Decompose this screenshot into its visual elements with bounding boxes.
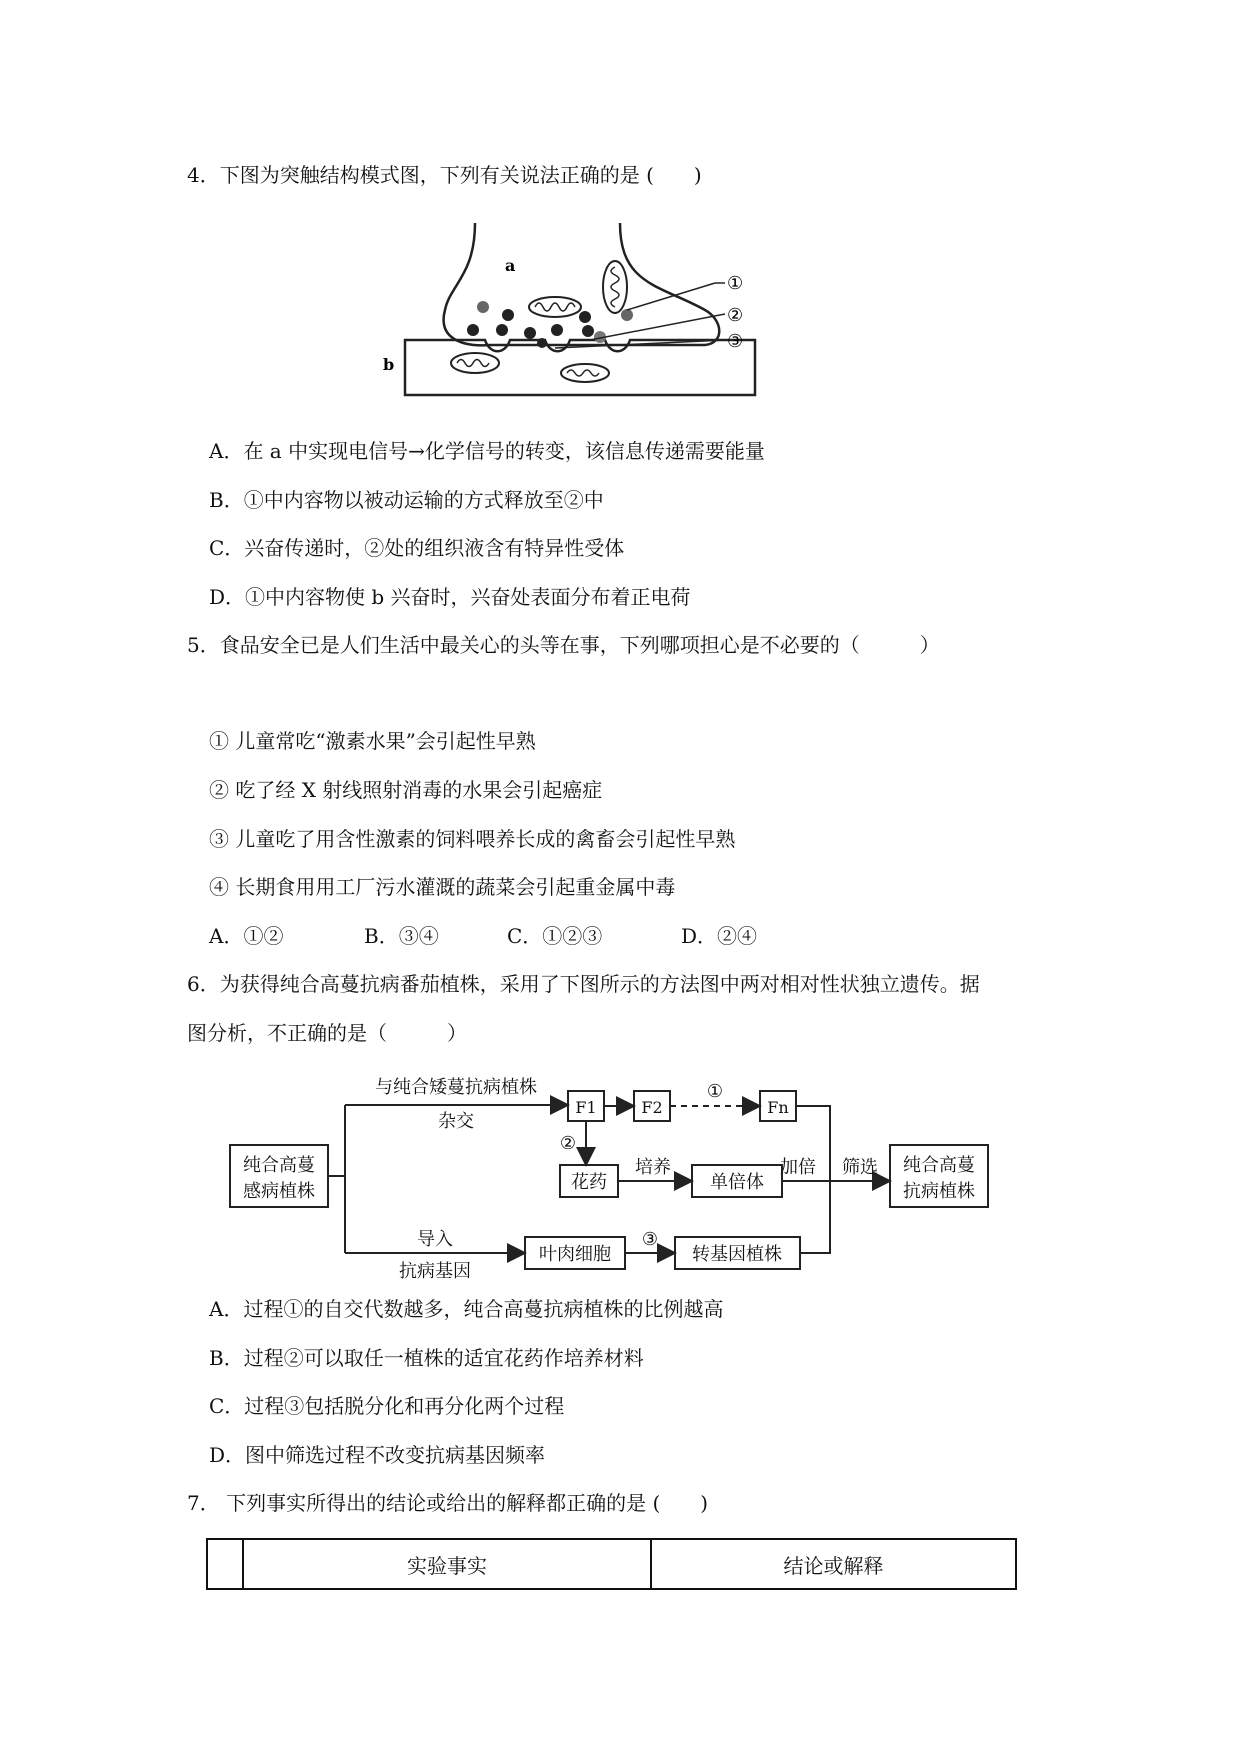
end-box-line2: 抗病植株 (903, 1181, 975, 1202)
label-b: b (383, 355, 395, 374)
synapse-diagram (383, 215, 885, 410)
q5-item-2: ② 吃了经 X 射线照射消毒的水果会引起癌症 (209, 778, 603, 802)
q5-choice-b: B．③④ (364, 924, 439, 948)
q5-stem: 5．食品安全已是人们生活中最关心的头等在事，下列哪项担心是不必要的（ ） (187, 633, 940, 657)
q5-choice-c: C．①②③ (507, 924, 603, 948)
q7-stem: 7． 下列事实所得出的结论或给出的解释都正确的是 ( ) (187, 1491, 709, 1515)
q4-option-b: B．①中内容物以被动运输的方式释放至②中 (209, 488, 604, 512)
axon-terminal-outline (444, 223, 720, 345)
anther-label: 花药 (571, 1172, 607, 1193)
bottom-branch-label-2: 抗病基因 (399, 1261, 471, 1282)
step-1-mark: ① (706, 1081, 724, 1102)
q4-option-c: C．兴奋传递时，②处的组织液含有特异性受体 (209, 536, 625, 560)
mark-1: ① (727, 273, 744, 294)
doubling-label: 加倍 (780, 1157, 816, 1178)
mark-3: ③ (727, 331, 744, 352)
q5-item-1: ① 儿童常吃“激素水果”会引起性早熟 (209, 729, 536, 753)
postsynaptic-membrane (405, 340, 755, 395)
q5-item-4: ④ 长期食用用工厂污水灌溉的蔬菜会引起重金属中毒 (209, 875, 676, 899)
fn-label: Fn (767, 1098, 789, 1117)
q5-choice-d: D．②④ (681, 924, 758, 948)
q5-choice-a: A．①② (209, 924, 284, 948)
q6-stem-line1: 6．为获得纯合高蔓抗病番茄植株，采用了下图所示的方法图中两对相对性状独立遗传。据 (187, 972, 980, 996)
mesophyll-label: 叶肉细胞 (539, 1244, 611, 1265)
step-3-mark: ③ (641, 1229, 659, 1250)
step-2-mark: ② (559, 1133, 577, 1154)
mitochondrion-icon (561, 364, 609, 382)
mitochondrion-icon (451, 353, 499, 373)
q4-option-a: A．在 a 中实现电信号→化学信号的转变，该信息传递需要能量 (209, 439, 765, 463)
mitochondrion-icon (529, 297, 581, 317)
mark-2: ② (727, 305, 744, 326)
q6-option-a: A．过程①的自交代数越多，纯合高蔓抗病植株的比例越高 (209, 1297, 724, 1321)
start-box-line1: 纯合高蔓 (243, 1155, 315, 1176)
table-header-fact: 实验事实 (243, 1539, 651, 1589)
screening-label: 筛选 (842, 1157, 878, 1178)
q4-option-d: D．①中内容物使 b 兴奋时，兴奋处表面分布着正电荷 (209, 585, 691, 609)
haploid-label: 单倍体 (710, 1172, 764, 1193)
bottom-branch-label-1: 导入 (417, 1229, 453, 1250)
top-branch-label-1: 与纯合矮蔓抗病植株 (375, 1077, 537, 1098)
start-box-line2: 感病植株 (243, 1181, 315, 1202)
culture-label: 培养 (635, 1157, 671, 1178)
label-a: a (505, 256, 516, 275)
transgenic-label: 转基因植株 (692, 1244, 782, 1265)
q6-option-b: B．过程②可以取任一植株的适宜花药作培养材料 (209, 1346, 644, 1370)
q5-item-3: ③ 儿童吃了用含性激素的饲料喂养长成的禽畜会引起性早熟 (209, 827, 736, 851)
table-header-conclusion: 结论或解释 (651, 1539, 1016, 1589)
q6-option-d: D．图中筛选过程不改变抗病基因频率 (209, 1443, 546, 1467)
q6-option-c: C．过程③包括脱分化和再分化两个过程 (209, 1394, 565, 1418)
q6-stem-line2: 图分析，不正确的是（ ） (187, 1021, 467, 1045)
table-row (207, 1539, 1016, 1589)
table-header-index (207, 1539, 243, 1589)
mitochondrion-icon (603, 261, 627, 313)
breeding-flowchart (220, 1065, 1010, 1285)
end-box-line1: 纯合高蔓 (903, 1155, 975, 1176)
q4-stem: 4．下图为突触结构模式图，下列有关说法正确的是 ( ) (187, 163, 702, 187)
q7-table (206, 1538, 1017, 1590)
f1-label: F1 (575, 1098, 597, 1117)
top-branch-label-2: 杂交 (438, 1111, 474, 1132)
f2-label: F2 (641, 1098, 663, 1117)
